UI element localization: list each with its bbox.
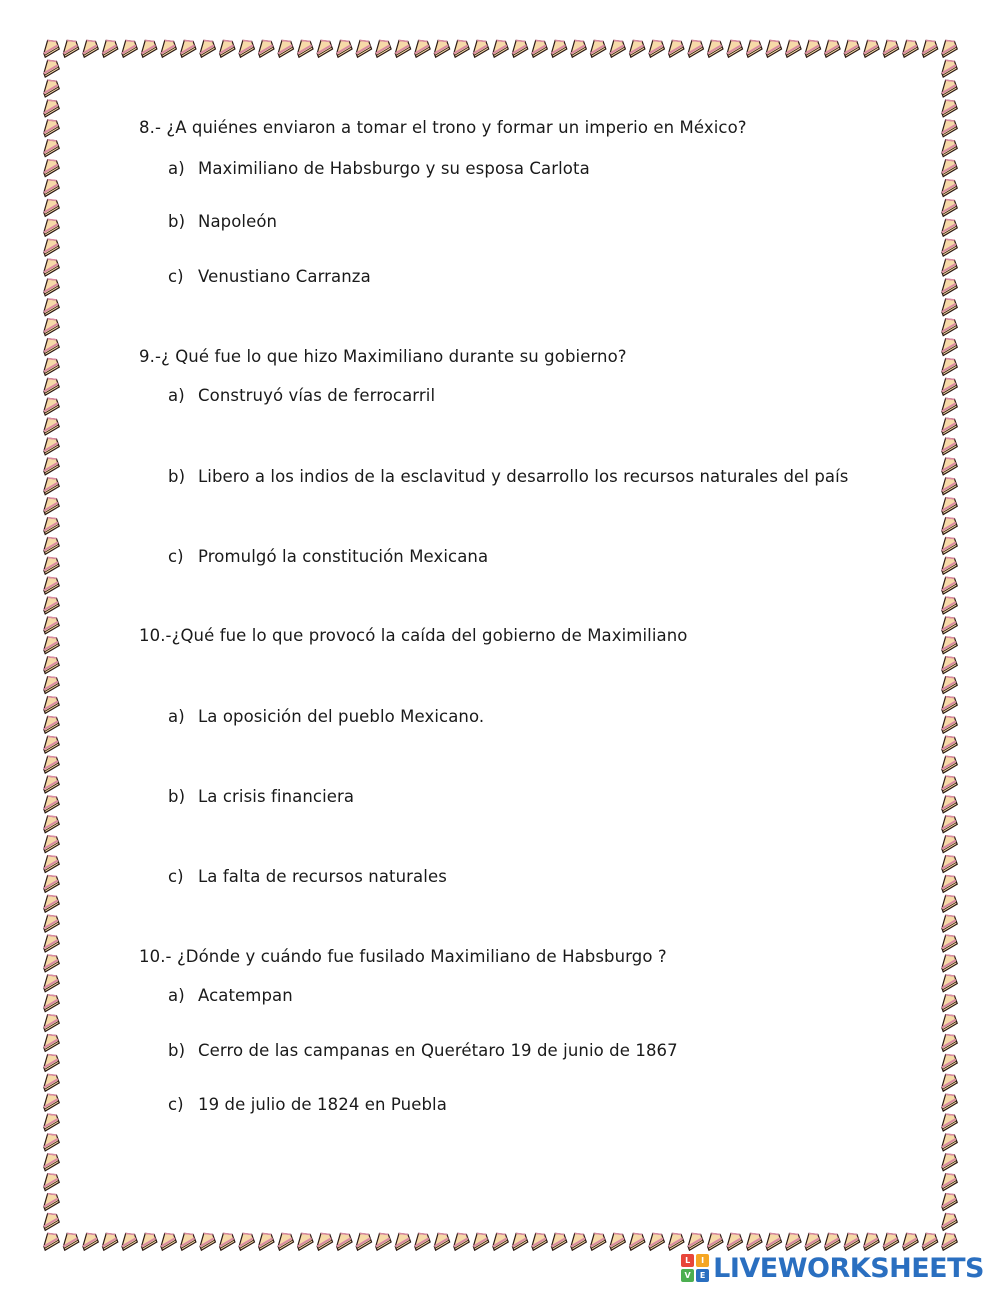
question-11-option-c[interactable] — [168, 1095, 447, 1114]
option-text: Acatempan — [198, 986, 293, 1005]
option-text: Promulgó la constitución Mexicana — [198, 547, 489, 566]
logo-letter: E — [696, 1269, 709, 1282]
question-10: 10.-¿Qué fue lo que provocó la caída del gobierno de Maximiliano — [139, 626, 688, 645]
logo-letter: I — [696, 1254, 709, 1267]
option-letter: b) — [168, 467, 186, 486]
logo-letter: L — [681, 1254, 694, 1267]
option-text: Cerro de las campanas en Querétaro 19 de junio de 1867 — [198, 1041, 678, 1060]
question-8: 8.- ¿A quiénes enviaron a tomar el trono y formar un imperio en México? — [139, 118, 747, 137]
option-text: Maximiliano de Habsburgo y su esposa Carlota — [198, 159, 590, 178]
question-10-option-b[interactable] — [168, 787, 354, 806]
option-letter: a) — [168, 707, 185, 726]
option-letter: c) — [168, 867, 184, 886]
option-letter: a) — [168, 159, 185, 178]
option-text: Napoleón — [198, 212, 278, 231]
liveworksheets-wordmark: LIVEWORKSHEETS — [713, 1252, 984, 1284]
question-11-option-a[interactable] — [168, 986, 293, 1005]
question-9: 9.-¿ Qué fue lo que hizo Maximiliano durante su gobierno? — [139, 347, 627, 366]
option-letter: b) — [168, 787, 186, 806]
option-letter: b) — [168, 212, 186, 231]
option-text: Venustiano Carranza — [198, 267, 371, 286]
question-10-option-a[interactable] — [168, 707, 484, 726]
option-text: La oposición del pueblo Mexicano. — [198, 707, 485, 726]
liveworksheets-logo-icon — [681, 1254, 709, 1282]
option-letter: b) — [168, 1041, 186, 1060]
question-11: 10.- ¿Dónde y cuándo fue fusilado Maximiliano de Habsburgo ? — [139, 947, 667, 966]
liveworksheets-brand[interactable] — [681, 1251, 984, 1285]
question-8-option-c[interactable] — [168, 267, 371, 286]
option-text: 19 de julio de 1824 en Puebla — [198, 1095, 447, 1114]
question-9-option-b[interactable] — [168, 467, 848, 486]
question-9-option-a[interactable] — [168, 386, 435, 405]
option-text: Libero a los indios de la esclavitud y desarrollo los recursos naturales del país — [198, 467, 849, 486]
option-text: La falta de recursos naturales — [198, 867, 447, 886]
option-letter: c) — [168, 547, 184, 566]
option-letter: a) — [168, 386, 185, 405]
question-8-option-a[interactable] — [168, 159, 590, 178]
option-letter: c) — [168, 1095, 184, 1114]
question-10-option-c[interactable] — [168, 867, 447, 886]
question-8-option-b[interactable] — [168, 212, 277, 231]
option-text: Construyó vías de ferrocarril — [198, 386, 436, 405]
option-text: La crisis financiera — [198, 787, 355, 806]
option-letter: c) — [168, 267, 184, 286]
logo-letter: V — [681, 1269, 694, 1282]
option-letter: a) — [168, 986, 185, 1005]
question-9-option-c[interactable] — [168, 547, 488, 566]
question-11-option-b[interactable] — [168, 1041, 678, 1060]
